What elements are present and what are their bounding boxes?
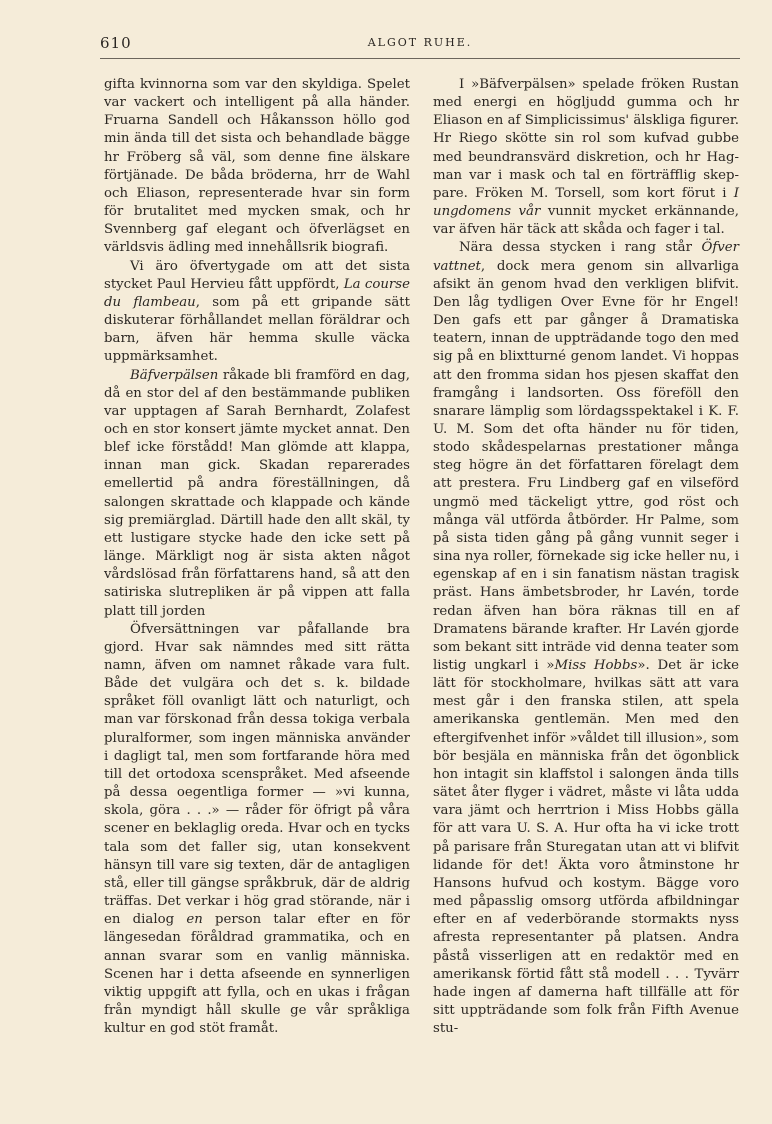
text-run: , dock mera genom sin allvarliga afsikt än genom hvad den verkligen blifvit. Den låg tydligen Over Evne för hr Engel! Den gafs ett par gånger å Dramatiska teatern, innan de uppträdande togo den med sig på en blixtturné genom landet. Vi hoppas att den fromma sidan hos pjesen skaffat den framgång i landsorten. Oss föreföll den snarare lämplig som lördagsspektakel i K. F. U. M. Som det ofta händer nu för tiden, stodo skådespelarnas prestationer många steg högre än det författaren förelagt dem att prestera. Fru Lindberg gaf en vilseförd ungmö med täckeligt yttre, god röst och många väl utförda åtbörder. Hr Palme, som på sista tiden gång på gång vunnit seger i sina nya roller, förnekade sig icke heller nu, i egenskap af en i sin fanatism nästan tragisk präst. Hans ämbetsbroder, hr Lavén, torde redan äfven han böra räknas till en af Dramatens bärande krafter. Hr Lavén gjorde som bekant sitt inträde vid denna teater som listig ungkarl i » [433,258,739,673]
italic-title: I ungdomens vår [433,185,739,220]
italic-title: Öfver vattnet [433,240,739,274]
paragraph [433,239,739,1038]
italic-title: Bäfverpälsen [130,367,219,383]
italic-title: La course du flambeau [104,276,410,310]
text-run: person talar efter en för längesedan föråldrad grammatika, och en annan svarar som en vanlig människa. Scenen har i detta afseende en synnerligen viktig uppgift att fylla, och en ukas i frågan från myndigt håll skulle ge vår språkliga kultur en god stöt framåt. [104,912,410,1037]
page-number: 610 [100,34,132,52]
paragraph [104,621,410,1039]
text-run: gifta kvinnorna som var den skyldiga. Spelet var vackert och intelligent på alla händer. Fruarna Sandell och Håkansson höllo god min ända till det sista och behandlade bägge hr Fröberg så väl, som denne fine älskare förtjänade. De båda bröderna, hrr de Wahl och Eliason, representerade hvar sin form för brutalitet med mycken smak, och hr Svennberg gaf elegant och öfverlägset en världsvis ädling med innehållsrik biografi. [104,77,410,256]
paragraph [433,76,739,239]
text-run: Nära dessa stycken i rang står [459,240,702,256]
left-column [104,76,410,1038]
italic-title: en [186,912,203,928]
italic-title: Miss Hobbs [554,658,638,673]
running-title: ALGOT RUHE. [367,36,473,49]
text-run: Öfversättningen var påfallande bra gjord. Hvar sak nämndes med sitt rätta namn, äfven om namnet råkade vara fult. Både det vulgära och det s. k. bildade språket föll ovanligt lätt och naturligt, och man var förskonad från dessa tokiga verbala pluralformer, som ingen människa använder i dagligt tal, men som fortfarande höra med till det ortodoxa scenspråket. Med afseende på dessa oegentliga former — »vi kunna, skola, göra . . .» — råder för öfrigt på våra scener en beklaglig oreda. Hvar och en tycks tala som det faller sig, utan konsekvent hänsyn till vare sig texten, där de antagligen stå, eller till gängse språkbruk, där de aldrig träffas. Det verkar i hög grad störande, när i en dialog [104,621,410,928]
header-rule [100,58,740,59]
paragraph [104,367,410,621]
text-run: ». Det är icke lätt för stockholmare, hvilkas sätt att vara mest går i den franska stilen, att spela amerikanska gentlemän. Men med den eftergifvenhet inför »våldet till illusion», som bör besjäla en människa från det ögonblick hon intagit sin klaffstol i salongen ända tills sätet åter flyger i vädret, måste vi låta udda vara jämt och herrtrion i Miss Hobbs gälla för att vara U. S. A. Hur ofta ha vi icke trott på parisare från Sturegatan utan att vi blifvit lidande för det! Äkta voro åtminstone hr Hansons hufvud och kostym. Bägge voro med påpasslig omsorg utförda afbildningar efter en af vederbörande stormakts nyss afresta representanter på platsen. Andra påstå visserligen att en redaktör med en amerikansk förtid fått stå modell . . . Tyvärr hade ingen af damerna haft tillfälle att för sitt uppträdande som folk från Fifth Avenue stu- [433,658,739,1037]
text-run: I »Bäfverpälsen» spelade fröken Rustan med energi en högljudd gumma och hr Eliason en af Simplicissimus' älskliga figurer. Hr Riego skötte sin rol som kufvad gubbe med beundransvärd diskretion, och hr Hagman var i mask och tal en förträfflig skeppare. Fröken M. Torsell, som kort förut i [433,77,739,201]
text-run: vunnit mycket erkännande, var äfven här täck att skåda och fager i tal. [433,204,739,238]
paragraph [104,76,410,258]
right-column [433,76,739,1038]
text-run: Vi äro öfvertygade om att det sista stycket Paul Hervieu fått uppfördt, [104,258,410,292]
paragraph [104,258,410,367]
page-header [100,34,740,56]
text-run: , som på ett gripande sätt diskuterar förhållandet mellan föräldrar och barn, äfven här hemma skulle väcka uppmärksamhet. [104,294,410,365]
text-run: råkade bli framförd en dag, då en stor del af den bestämmande publiken var upptagen af Sarah Bernhardt, Zolafest och en stor konsert jämte mycket annat. Den blef icke förstådd! Man glömde att klappa, innan man gick. Skadan reparerades emellertid på andra föreställningen, då salongen skrattade och klappade och kände sig premiärglad. Därtill hade den allt skäl, ty ett lustigare stycke hade den icke sett på länge. Märkligt nog är sista akten något vårdslösad från författarens hand, så att den satiriska slutrepliken är på vippen att falla platt till jorden [104,367,410,619]
